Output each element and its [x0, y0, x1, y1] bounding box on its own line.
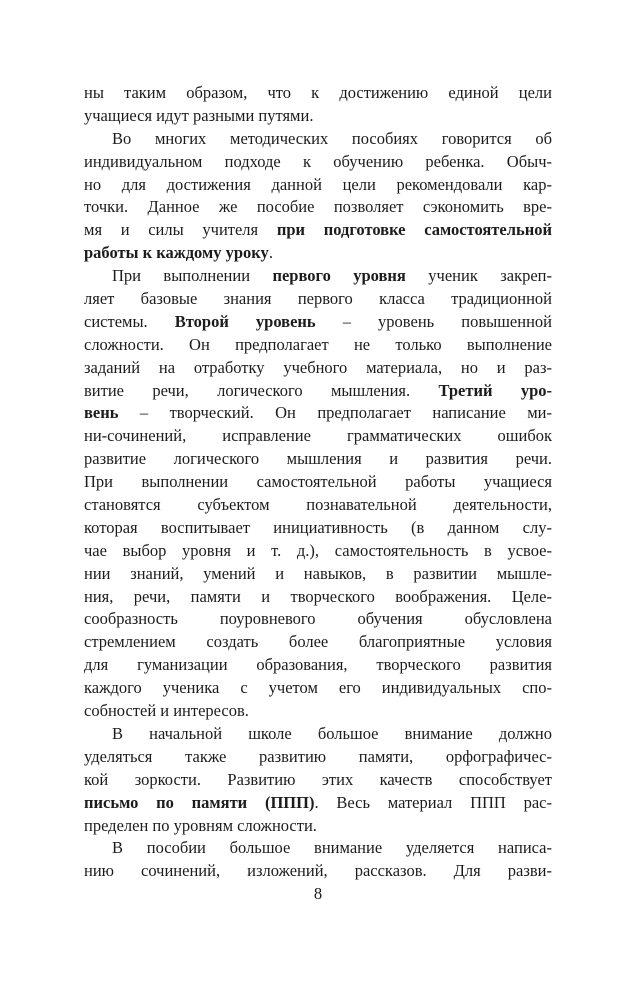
bold-text-run: Второй уровень: [174, 311, 316, 331]
text-run: сообразность поуровневого обучения обусловлена: [84, 609, 552, 629]
text-run: При выполнении самостоятельной работы учащиеся: [84, 472, 552, 492]
text-run: для гуманизации образования, творческого развития: [84, 655, 552, 675]
text-line: [84, 448, 552, 471]
text-run: кой зоркости. Развитию этих качеств способствует: [84, 769, 552, 789]
text-run: В пособии большое внимание уделяется написа-: [112, 838, 552, 858]
text-line: [84, 608, 552, 631]
text-run: .: [268, 243, 273, 263]
text-run: заданий на отработку учебного материала, но и раз-: [84, 357, 552, 377]
text-line: [84, 151, 552, 174]
text-line: [84, 769, 552, 792]
text-run: точки. Данное же пособие позволяет сэкономить вре-: [84, 197, 552, 217]
text-line: [84, 815, 552, 838]
text-run: стремлением создать более благоприятные условия: [84, 632, 552, 652]
text-run: ни-сочинений, исправление грамматических ошибок: [84, 426, 552, 446]
text-run: нию сочинений, изложений, рассказов. Для разви-: [84, 861, 552, 881]
text-line: [84, 746, 552, 769]
text-run: – творческий. Он предполагает написание ми-: [118, 403, 552, 423]
text-run: нии знаний, умений и навыков, в развитии мышле-: [84, 563, 552, 583]
text-run: чае выбор уровня и т. д.), самостоятельность в усвое-: [84, 540, 552, 560]
text-run: каждого ученика с учетом его индивидуальных спо-: [84, 678, 552, 698]
text-line: [84, 174, 552, 197]
text-line: [84, 471, 552, 494]
text-run: – уровень повышенной: [315, 311, 552, 331]
text-line: [84, 334, 552, 357]
text-run: ны таким образом, что к достижению единой цели: [84, 83, 552, 102]
text-line: [84, 128, 552, 151]
text-run: но для достижения данной цели рекомендовали кар-: [84, 174, 552, 194]
text-line: [84, 631, 552, 654]
bold-text-run: вень: [84, 403, 119, 423]
page-number: 8: [313, 884, 323, 903]
text-line: [84, 357, 552, 380]
text-run: которая воспитывает инициативность (в данном слу-: [84, 517, 552, 537]
bold-text-run: при подготовке самостоятельной: [276, 220, 552, 240]
text-line: [84, 219, 552, 242]
text-line: [84, 402, 552, 425]
text-line: [84, 196, 552, 219]
text-line: [84, 105, 552, 128]
text-line: [84, 677, 552, 700]
text-line: [84, 586, 552, 609]
text-run: При выполнении: [112, 266, 273, 286]
text-line: [84, 792, 552, 815]
text-line: [84, 723, 552, 746]
text-line: [84, 82, 552, 105]
bold-text-run: первого уровня: [272, 266, 406, 286]
text-run: индивидуальном подходе к обучению ребенка. Обыч-: [84, 151, 552, 171]
text-line: [84, 288, 552, 311]
text-line: [84, 860, 552, 883]
text-run: пределен по уровням сложности.: [84, 815, 317, 835]
bold-text-run: письмо по памяти (ППП): [84, 792, 315, 812]
text-run: учащиеся идут разными путями.: [84, 105, 314, 125]
text-line: [84, 242, 552, 265]
text-line: [84, 540, 552, 563]
text-line: [84, 380, 552, 403]
text-run: уделяться также развитию памяти, орфографичес-: [84, 746, 552, 766]
text-run: системы.: [84, 311, 175, 331]
text-run: сложности. Он предполагает не только выполнение: [84, 334, 552, 354]
text-run: собностей и интересов.: [84, 701, 249, 721]
text-run: ляет базовые знания первого класса традиционной: [84, 289, 552, 309]
text-run: развитие логического мышления и развития речи.: [84, 449, 552, 469]
text-line: [84, 837, 552, 860]
text-block: [84, 82, 552, 883]
bold-text-run: Третий уро-: [438, 380, 552, 400]
text-run: ния, речи, памяти и творческого воображения. Целе-: [84, 586, 552, 606]
text-line: [84, 265, 552, 288]
text-run: становятся субъектом познавательной деятельности,: [84, 495, 552, 515]
text-line: [84, 494, 552, 517]
text-run: мя и силы учителя: [84, 220, 277, 240]
text-line: [84, 311, 552, 334]
text-run: ученик закреп-: [405, 266, 553, 286]
text-line: [84, 517, 552, 540]
bold-text-run: работы к каждому уроку: [84, 243, 269, 263]
text-run: В начальной школе большое внимание должно: [112, 723, 552, 743]
text-run: Во многих методических пособиях говорится об: [112, 128, 552, 148]
text-run: витие речи, логического мышления.: [84, 380, 439, 400]
text-run: . Весь материал ППП рас-: [314, 792, 552, 812]
text-line: [84, 563, 552, 586]
text-line: [84, 654, 552, 677]
text-line: [84, 700, 552, 723]
text-line: [84, 425, 552, 448]
